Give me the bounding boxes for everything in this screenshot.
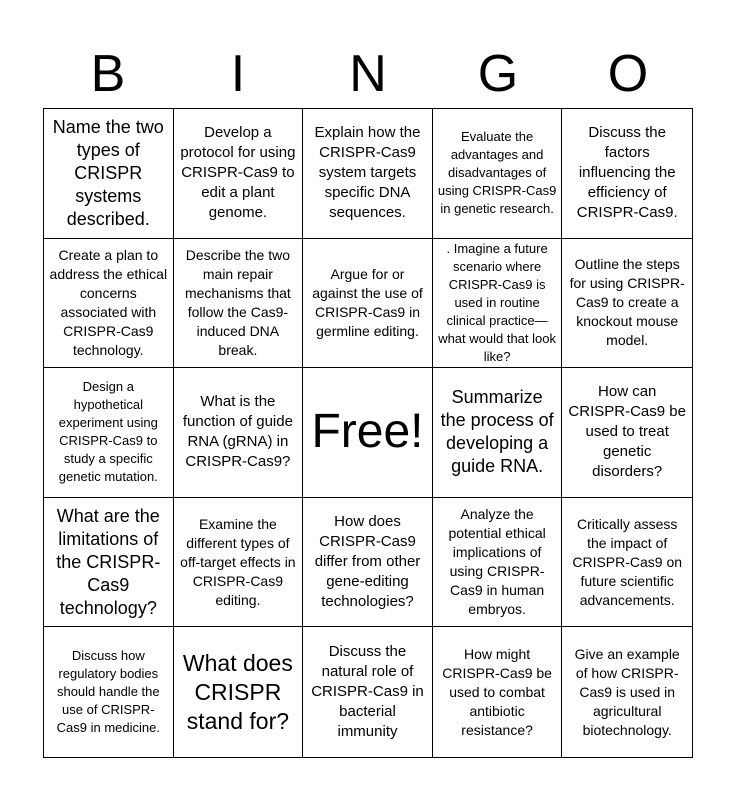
cell-text: What does CRISPR stand for?	[182, 649, 293, 734]
bingo-cell[interactable]	[433, 498, 563, 628]
bingo-cell[interactable]	[562, 498, 692, 628]
cell-text: Examine the different types of off-target effects in CRISPR-Cas9 editing.	[180, 515, 296, 608]
bingo-cell[interactable]	[174, 239, 304, 369]
bingo-cell[interactable]	[44, 368, 174, 498]
cell-text: Evaluate the advantages and disadvantages of using CRISPR-Cas9 in genetic research.	[437, 129, 557, 217]
cell-text: Describe the two main repair mechanisms that follow the Cas9-induced DNA break.	[184, 246, 291, 358]
bingo-board	[43, 108, 693, 758]
cell-text: Create a plan to address the ethical concerns associated with CRISPR-Cas9 technology.	[49, 246, 168, 358]
cell-text: How can CRISPR-Cas9 be used to treat genetic disorders?	[568, 383, 686, 481]
free-cell[interactable]	[303, 368, 433, 498]
cell-text: How might CRISPR-Cas9 be used to combat antibiotic resistance?	[442, 645, 552, 738]
bingo-cell[interactable]	[174, 109, 304, 239]
cell-text: How does CRISPR-Cas9 differ from other gene-editing technologies?	[314, 513, 421, 611]
bingo-cell[interactable]	[562, 239, 692, 369]
bingo-header	[43, 40, 693, 108]
bingo-cell[interactable]	[174, 498, 304, 628]
cell-text: Design a hypothetical experiment using CRISPR-Cas9 to study a specific genetic mutation.	[58, 379, 158, 485]
cell-text: Explain how the CRISPR-Cas9 system targets specific DNA sequences.	[314, 124, 421, 222]
cell-text: Argue for or against the use of CRISPR-Cas9 in germline editing.	[312, 265, 423, 339]
cell-text: Name the two types of CRISPR systems described.	[52, 116, 164, 229]
cell-text: Develop a protocol for using CRISPR-Cas9 to edit a plant genome.	[180, 124, 296, 222]
bingo-cell[interactable]	[303, 627, 433, 757]
bingo-cell[interactable]	[562, 368, 692, 498]
bingo-cell[interactable]	[44, 109, 174, 239]
bingo-cell[interactable]	[433, 239, 563, 369]
bingo-cell[interactable]	[303, 498, 433, 628]
bingo-cell[interactable]	[174, 627, 304, 757]
bingo-cell[interactable]	[303, 239, 433, 369]
cell-text: . Imagine a future scenario where CRISPR-Cas9 is used in routine clinical practice—what would that look like?	[438, 240, 556, 364]
header-letter-g: G	[477, 45, 519, 103]
bingo-cell[interactable]	[174, 368, 304, 498]
cell-text: Analyze the potential ethical implications of using CRISPR-Cas9 in human embryos.	[448, 506, 546, 618]
bingo-cell[interactable]	[44, 239, 174, 369]
cell-text: Outline the steps for using CRISPR-Cas9 to create a knockout mouse model.	[569, 256, 685, 349]
header-letter-b: B	[90, 45, 126, 103]
header-letter-i: I	[230, 45, 246, 103]
bingo-cell[interactable]	[433, 368, 563, 498]
cell-text: Give an example of how CRISPR-Cas9 is used in agricultural biotechnology.	[574, 645, 680, 738]
cell-text: What is the function of guide RNA (gRNA) in CRISPR-Cas9?	[182, 393, 293, 471]
cell-text: Discuss how regulatory bodies should handle the use of CRISPR-Cas9 in medicine.	[56, 648, 160, 736]
cell-text: Summarize the process of developing a guide RNA.	[440, 387, 554, 477]
cell-text: Discuss the natural role of CRISPR-Cas9 in bacterial immunity	[311, 643, 424, 741]
free-cell-text: Free!	[311, 405, 424, 459]
cell-text: What are the limitations of the CRISPR-Cas9 technology?	[56, 505, 161, 618]
bingo-cell[interactable]	[562, 109, 692, 239]
bingo-cell[interactable]	[433, 109, 563, 239]
cell-text: Discuss the factors influencing the efficiency of CRISPR-Cas9.	[576, 124, 678, 222]
cell-text: Critically assess the impact of CRISPR-Cas9 on future scientific advancements.	[572, 515, 683, 608]
bingo-cell[interactable]	[44, 627, 174, 757]
bingo-cell[interactable]	[44, 498, 174, 628]
header-letter-n: N	[349, 45, 387, 103]
bingo-cell[interactable]	[562, 627, 692, 757]
bingo-cell[interactable]	[433, 627, 563, 757]
bingo-cell[interactable]	[303, 109, 433, 239]
header-letter-o: O	[607, 45, 649, 103]
